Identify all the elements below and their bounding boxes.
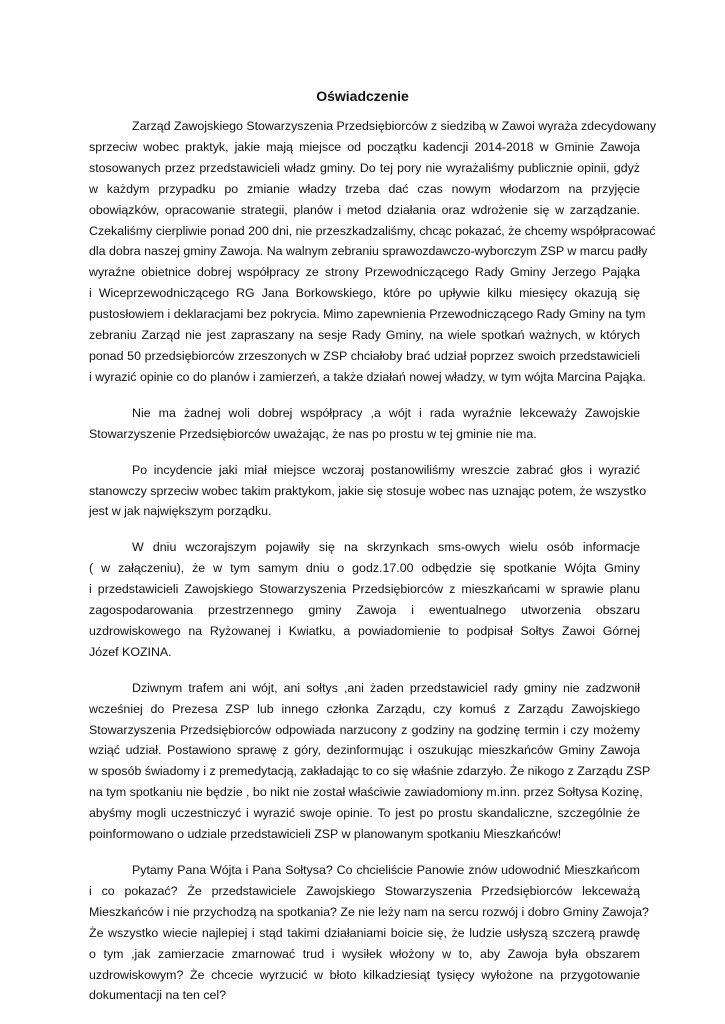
paragraph-line: dokumentacji na ten cel? [89, 988, 227, 1003]
paragraph-line: Stowarzyszenia Przedsiębiorców odpowiada narzucony z godziny na godzinę termin i czy możemy [89, 722, 640, 737]
paragraph-line: Mieszkańców i nie przychodzą na spotkania? Ze nie leży nam na sercu rozwój i dobro Gminy Zawoja? [89, 904, 649, 919]
paragraph-line: na tym spotkaniu nie będzie , bo nikt nie został właściwie zawiadomiony m.inn. przez Sołtysa Kozinę, [89, 785, 643, 800]
paragraph-line: obowiązków, opracowanie strategii, planów i metod działania oraz wdrożenie się w zarządzanie. [89, 202, 640, 217]
paragraph-line: wziąć udział. Postawiono sprawę z góry, dezinformując i oszukując mieszkańców Gminy Zawoja [89, 743, 640, 758]
paragraph-line: ponad 50 przedsiębiorców zrzeszonych w ZSP chciałoby brać udział poprzez swoich przedstawicieli [89, 348, 640, 363]
document-body [89, 116, 657, 1021]
paragraph-line: Józef KOZINA. [89, 644, 172, 659]
paragraph-line: uzdrowiskowego na Ryżowanej i Kwiatku, a powiadomienie to podpisał Sołtys Zawoi Górnej [89, 623, 640, 638]
paragraph-line: zebraniu Zarząd nie jest zapraszany na sesje Rady Gminy, na wiele spotkań ważnych, w których [89, 328, 640, 343]
paragraph-1 [89, 116, 657, 388]
paragraph-line: Po incydencie jaki miał miejsce wczoraj postanowiliśmy wreszcie zabrać głos i wyrazić [132, 462, 640, 477]
paragraph-6 [89, 860, 649, 1006]
paragraph-line: dla dobra naszej gminy Zawoja. Na walnym zebraniu sprawozdawczo-wyborczym ZSP w marcu padły [89, 244, 648, 259]
paragraph-line: jest w jak największym porządku. [89, 504, 272, 519]
paragraph-line: o tym ,jak zamierzacie zmarnować trud i wysiłek włożony w to, aby Zawoja była obszarem [89, 946, 640, 961]
paragraph-line: pustosłowiem i deklaracjami bez pokrycia. Mimo zapewnienia Przewodniczącego Rady Gminy na tym [89, 307, 646, 322]
paragraph-line: abyśmy mogli uczestniczyć i wyrazić swoje opinie. To jest po prostu skandaliczne, szczególnie że [89, 806, 640, 821]
document-title: Oświadczenie [316, 88, 409, 104]
paragraph-line: i Wiceprzewodniczącego RG Jana Borkowskiego, które po upływie kilku miesięcy okazują się [89, 286, 640, 301]
paragraph-line: ( w załączeniu), że w tym samym dniu o godz.17.00 odbędzie się spotkanie Wójta Gminy [89, 561, 640, 576]
paragraph-5 [89, 678, 651, 845]
paragraph-line: W dniu wczorajszym pojawiły się na skrzynkach sms-owych wielu osób informacje [132, 540, 640, 555]
paragraph-4 [89, 537, 640, 662]
paragraph-line: wyraźne obietnice dobrej współpracy ze strony Przewodniczącego Rady Gminy Jerzego Pająka [89, 265, 640, 280]
paragraph-3 [89, 460, 647, 523]
paragraph-line: Pytamy Pana Wójta i Pana Sołtysa? Co chcieliście Panowie znów udowodnić Mieszkańcom [132, 863, 640, 877]
paragraph-line: sprzeciw wobec praktyk, jakie mają miejsce od początku kadencji 2014-2018 w Gminie Zawoja [89, 139, 640, 154]
paragraph-line: zagospodarowania przestrzennego gminy Zawoja i ewentualnego utworzenia obszaru [89, 603, 640, 618]
paragraph-line: i co pokazać? Że przedstawiciele Zawojskiego Stowarzyszenia Przedsiębiorców lekceważą [89, 883, 640, 898]
paragraph-line: Stowarzyszenie Przedsiębiorców uważając, że nas po prostu w tej gminie nie ma. [89, 426, 537, 441]
paragraph-line: poinformowano o udziale przedstawicieli ZSP w planowanym spotkaniu Mieszkańców! [89, 827, 562, 842]
paragraph-line: Że wszystko wiecie najlepiej i stąd takimi działaniami boicie się, że ludzie usłyszą szczerą prawdę [89, 925, 640, 940]
paragraph-line: i wyrazić opinie co do planów i zamierzeń, a także działań nowej władzy, w tym wójta Marcina Pająka. [89, 369, 646, 384]
paragraph-line: Czekaliśmy cierpliwie ponad 200 dni, nie przeszkadzaliśmy, chcąc pokazać, że chcemy współpracować [89, 223, 656, 238]
paragraph-line: w sposób świadomy i z premedytacją, zakładając to co się właśnie zdarzyło. Że nikogo z Zarządu ZSP [89, 764, 651, 779]
paragraph-line: stosowanych przez przedstawicieli władz gminy. Do tej pory nie wyrażaliśmy publicznie opinii, gdyż [89, 160, 640, 175]
paragraph-line: w każdym przypadku po zmianie władzy trzeba dać czas nowym włodarzom na przyjęcie [89, 181, 640, 196]
paragraph-line: wcześniej do Prezesa ZSP lub innego członka Zarządu, czy komuś z Zarządu Zawojskiego [89, 701, 640, 716]
paragraph-2 [89, 403, 640, 445]
paragraph-line: Zarząd Zawojskiego Stowarzyszenia Przedsiębiorców z siedzibą w Zawoi wyraża zdecydowany [132, 119, 657, 133]
paragraph-line: Nie ma żadnej woli dobrej współpracy ,a wójt i rada wyraźnie lekceważy Zawojskie [132, 405, 640, 420]
paragraph-line: stanowczy sprzeciw wobec takim praktykom, jakie się stosuje wobec nas uznając potem, że wszystko [89, 483, 647, 498]
paragraph-line: uzdrowiskowym? Że chcecie wyrzucić w błoto kilkadziesiąt tysięcy wyłożone na przygotowanie [89, 967, 640, 982]
paragraph-line: i przedstawicieli Zawojskiego Stowarzyszenia Przedsiębiorców z mieszkańcami w sprawie planu [89, 582, 640, 597]
paragraph-line: Dziwnym trafem ani wójt, ani sołtys ,ani żaden przedstawiciel rady gminy nie zadzwonił [132, 680, 640, 695]
